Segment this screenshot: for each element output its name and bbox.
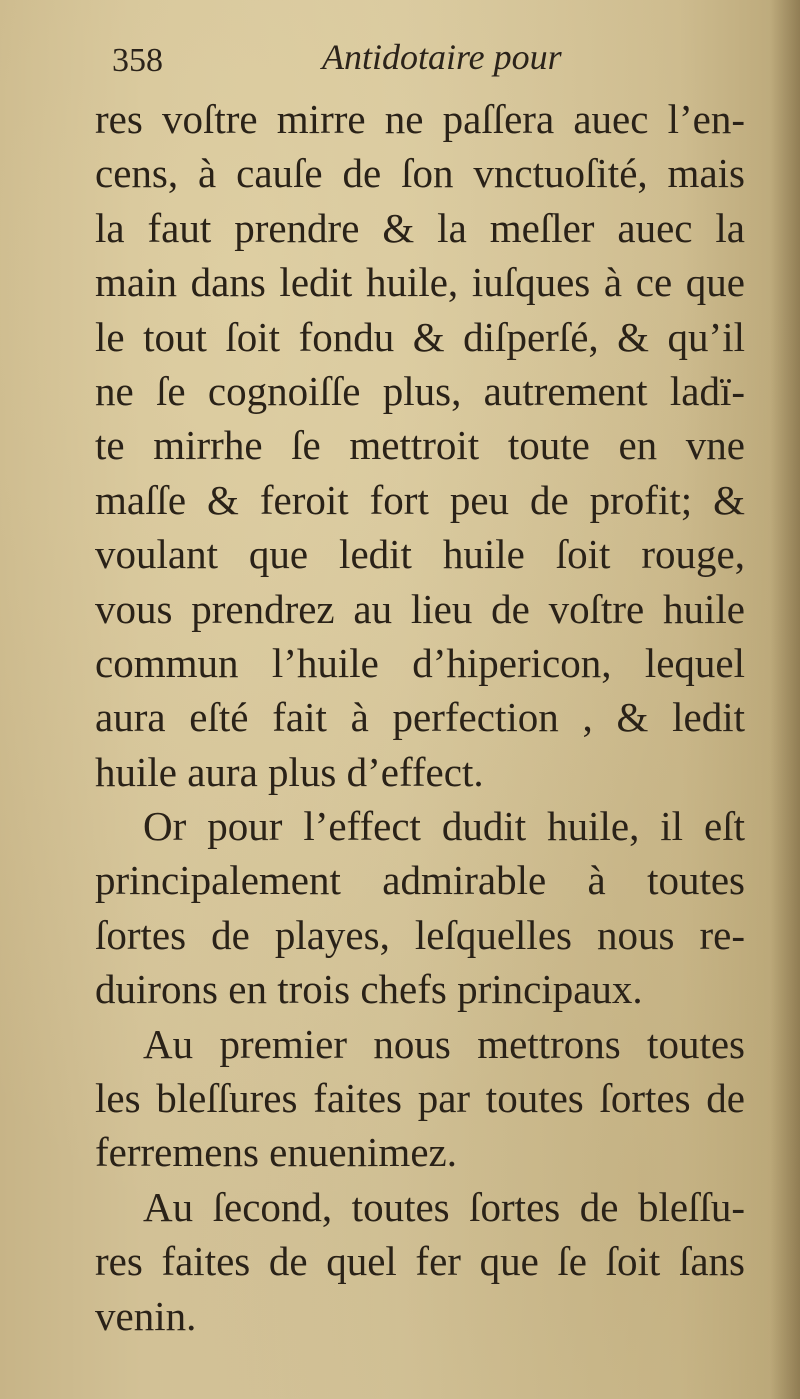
text-line: res voſtre mirre ne paſſera auec l’en- <box>95 96 745 142</box>
text-line: venin. <box>95 1292 197 1339</box>
text-line: voulant que ledit huile ſoit rouge, <box>95 531 745 578</box>
text-line: maſſe & feroit fort peu de profit; & <box>95 476 745 523</box>
text-line: aura eſté fait à perfection , & ledit <box>95 694 745 741</box>
text-line: principalement admirable à toutes <box>95 857 745 904</box>
paragraph-start-line: Au premier nous mettrons toutes <box>143 1020 745 1067</box>
text-line: ferremens enuenimez. <box>95 1129 457 1176</box>
text-line: la faut prendre & la meſler auec la <box>95 204 745 251</box>
text-line: main dans ledit huile, iuſques à ce que <box>95 259 745 306</box>
paragraph-start-line: Or pour l’effect dudit huile, il eſt <box>143 803 745 850</box>
paragraph-start-line: Au ſecond, toutes ſortes de bleſſu- <box>143 1183 745 1230</box>
body-text <box>95 92 745 1343</box>
text-line: huile aura plus d’effect. <box>95 748 484 795</box>
text-line: vous prendrez au lieu de voſtre huile <box>95 585 745 632</box>
text-line: les bleſſures faites par toutes ſortes de <box>95 1075 745 1122</box>
text-line: le tout ſoit fondu & diſperſé, & qu’il <box>95 313 745 360</box>
running-title: Antidotaire pour <box>322 37 562 77</box>
text-line: commun l’huile d’hipericon, lequel <box>95 639 745 686</box>
text-line: duirons en trois chefs principaux. <box>95 966 643 1013</box>
text-line: te mirrhe ſe mettroit toute en vne <box>95 422 745 469</box>
page-number: 358 <box>112 42 163 79</box>
page-edge-shadow <box>770 0 800 1399</box>
text-line: res faites de quel fer que ſe ſoit ſans <box>95 1238 745 1285</box>
page-header <box>112 36 712 92</box>
text-line: cens, à cauſe de ſon vnctuoſité, mais <box>95 150 745 197</box>
text-line: ſortes de playes, leſquelles nous re- <box>95 911 745 958</box>
text-line: ne ſe cognoiſſe plus, autrement ladï- <box>95 367 745 414</box>
